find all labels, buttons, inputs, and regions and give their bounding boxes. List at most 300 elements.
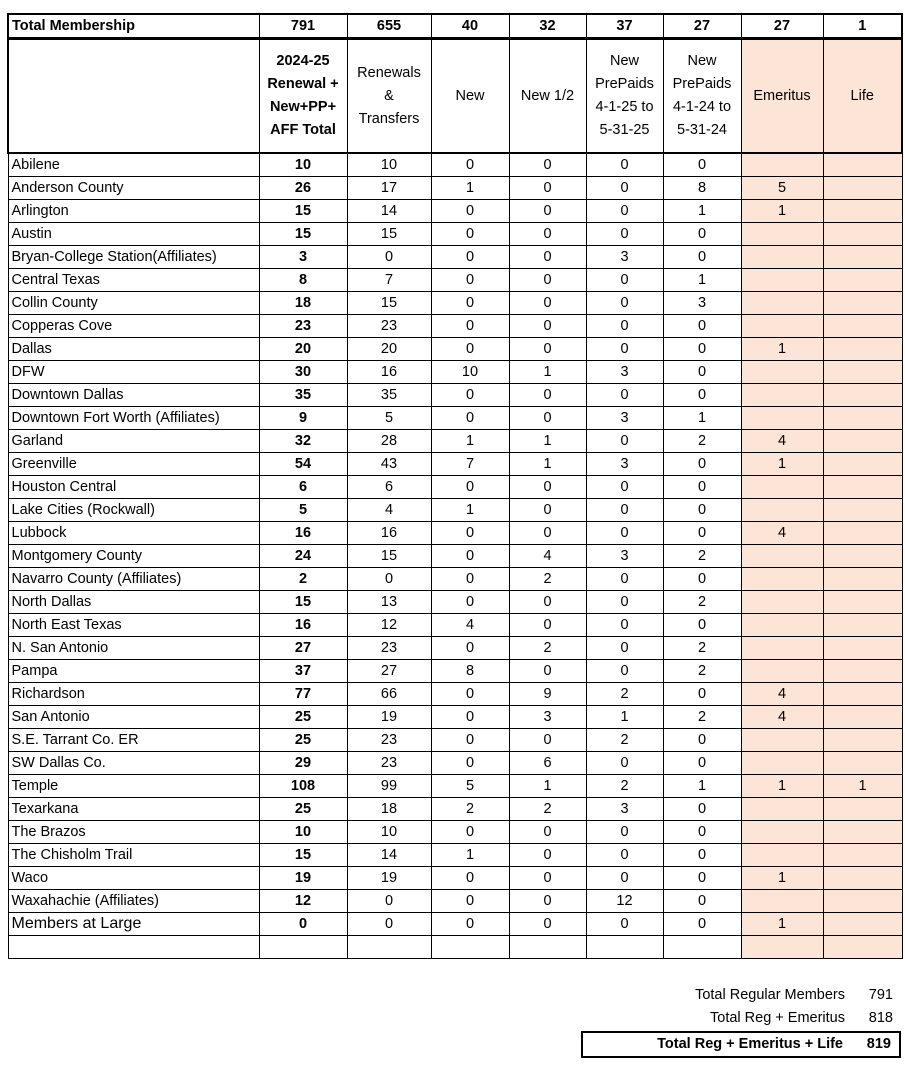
table-cell: 0 [663, 223, 741, 246]
table-cell: 20 [259, 338, 347, 361]
table-cell: 0 [663, 499, 741, 522]
header-line: & [384, 87, 394, 104]
table-cell [823, 200, 902, 223]
table-row [8, 246, 902, 269]
table-cell: 0 [509, 660, 586, 683]
table-row [8, 752, 902, 775]
table-cell: 0 [586, 223, 663, 246]
header-line: Renewals [357, 64, 421, 81]
table-cell: 0 [586, 292, 663, 315]
table-cell: 0 [509, 867, 586, 890]
header-line: Transfers [358, 110, 420, 127]
table-cell [741, 614, 823, 637]
branch-name: Central Texas [8, 269, 259, 292]
table-cell: 0 [663, 614, 741, 637]
table-cell: 14 [347, 200, 431, 223]
table-cell [741, 269, 823, 292]
table-cell: 8 [259, 269, 347, 292]
table-cell: 3 [586, 545, 663, 568]
table-cell: 0 [509, 407, 586, 430]
table-cell: 0 [509, 177, 586, 200]
table-cell: 0 [586, 568, 663, 591]
table-cell: 1 [509, 775, 586, 798]
branch-name: San Antonio [8, 706, 259, 729]
table-cell [823, 246, 902, 269]
summary-label: Total Regular Members [695, 987, 845, 1003]
table-cell: 12 [347, 614, 431, 637]
table-cell: 19 [347, 867, 431, 890]
table-cell: 0 [347, 890, 431, 913]
table-row [8, 936, 902, 959]
header-line: AFF Total [270, 122, 336, 138]
table-cell: 27 [347, 660, 431, 683]
table-cell: 15 [347, 223, 431, 246]
table-cell: 0 [586, 384, 663, 407]
table-cell: 0 [509, 729, 586, 752]
branch-name: Arlington [8, 200, 259, 223]
branch-name: Waco [8, 867, 259, 890]
total-value: 27 [741, 14, 823, 39]
table-cell: 0 [586, 476, 663, 499]
table-cell [823, 591, 902, 614]
header-life [823, 39, 902, 154]
table-cell [823, 361, 902, 384]
table-row [8, 867, 902, 890]
header-aff-total [259, 39, 347, 154]
table-cell: 7 [431, 453, 509, 476]
table-cell: 1 [741, 453, 823, 476]
table-cell: 25 [259, 798, 347, 821]
table-cell: 1 [509, 453, 586, 476]
branch-name: Garland [8, 430, 259, 453]
table-cell: 25 [259, 729, 347, 752]
summary-value: 819 [866, 1036, 891, 1052]
branch-name: Dallas [8, 338, 259, 361]
table-cell [823, 798, 902, 821]
table-cell [509, 936, 586, 959]
table-cell: 2 [509, 637, 586, 660]
header-line: Emeritus [753, 87, 811, 104]
table-cell: 0 [663, 476, 741, 499]
table-cell: 3 [259, 246, 347, 269]
table-cell: 108 [259, 775, 347, 798]
table-cell: 0 [663, 798, 741, 821]
table-cell: 0 [431, 246, 509, 269]
table-cell: 23 [259, 315, 347, 338]
table-cell [741, 246, 823, 269]
table-row [8, 683, 902, 706]
table-cell: 0 [431, 913, 509, 936]
table-cell: 3 [663, 292, 741, 315]
table-cell: 0 [509, 246, 586, 269]
table-cell: 0 [663, 338, 741, 361]
table-cell: 28 [347, 430, 431, 453]
header-emeritus [741, 39, 823, 154]
table-cell: 32 [259, 430, 347, 453]
table-cell: 15 [259, 591, 347, 614]
table-row [8, 522, 902, 545]
table-cell [741, 384, 823, 407]
table-cell: 4 [741, 522, 823, 545]
table-cell: 43 [347, 453, 431, 476]
table-cell: 1 [663, 200, 741, 223]
branch-name: Pampa [8, 660, 259, 683]
table-cell [823, 729, 902, 752]
total-value: 37 [586, 14, 663, 39]
branch-name [8, 936, 259, 959]
table-cell [823, 453, 902, 476]
table-cell: 0 [509, 499, 586, 522]
table-cell: 1 [509, 361, 586, 384]
table-cell: 54 [259, 453, 347, 476]
table-row [8, 407, 902, 430]
table-cell: 3 [586, 407, 663, 430]
table-cell: 19 [347, 706, 431, 729]
table-cell: 35 [259, 384, 347, 407]
table-cell: 0 [431, 706, 509, 729]
table-cell: 23 [347, 729, 431, 752]
header-new [431, 39, 509, 154]
table-row [8, 269, 902, 292]
table-cell [823, 545, 902, 568]
table-cell: 9 [259, 407, 347, 430]
summary-row-final [581, 1031, 901, 1058]
table-cell: 0 [586, 844, 663, 867]
table-cell: 0 [431, 269, 509, 292]
table-cell [431, 936, 509, 959]
table-row [8, 384, 902, 407]
table-cell: 16 [347, 522, 431, 545]
table-cell: 4 [741, 683, 823, 706]
table-cell [741, 752, 823, 775]
table-cell: 26 [259, 177, 347, 200]
header-new-half [509, 39, 586, 154]
table-cell: 14 [347, 844, 431, 867]
branch-name: Downtown Dallas [8, 384, 259, 407]
table-cell: 12 [259, 890, 347, 913]
table-cell: 1 [741, 867, 823, 890]
table-cell: 0 [663, 729, 741, 752]
header-renewals [347, 39, 431, 154]
table-cell: 2 [586, 683, 663, 706]
header-line: New+PP+ [269, 99, 337, 115]
table-cell [741, 568, 823, 591]
header-line: PrePaids [595, 76, 654, 92]
header-line: PrePaids [672, 76, 732, 92]
table-cell [823, 844, 902, 867]
table-cell: 3 [586, 246, 663, 269]
table-cell: 0 [586, 614, 663, 637]
branch-name: Montgomery County [8, 545, 259, 568]
table-cell: 0 [586, 153, 663, 177]
branch-name: The Brazos [8, 821, 259, 844]
table-cell [823, 890, 902, 913]
table-cell [741, 798, 823, 821]
table-cell: 0 [431, 867, 509, 890]
table-cell: 2 [431, 798, 509, 821]
table-cell: 4 [431, 614, 509, 637]
table-row [8, 798, 902, 821]
branch-name: S.E. Tarrant Co. ER [8, 729, 259, 752]
table-cell: 4 [509, 545, 586, 568]
table-cell: 0 [431, 683, 509, 706]
table-cell [259, 936, 347, 959]
table-cell: 1 [741, 338, 823, 361]
table-row [8, 315, 902, 338]
table-cell: 1 [663, 775, 741, 798]
table-cell: 0 [586, 269, 663, 292]
table-cell [823, 153, 902, 177]
table-cell: 29 [259, 752, 347, 775]
table-cell: 0 [509, 913, 586, 936]
total-value: 655 [347, 14, 431, 39]
table-row [8, 453, 902, 476]
branch-name: Navarro County (Affiliates) [8, 568, 259, 591]
table-cell [741, 545, 823, 568]
table-row [8, 568, 902, 591]
header-line: New [687, 53, 717, 69]
table-cell: 15 [347, 292, 431, 315]
table-row [8, 591, 902, 614]
table-cell: 2 [509, 568, 586, 591]
header-line: 5-31-25 [599, 122, 650, 138]
table-cell: 0 [586, 660, 663, 683]
table-cell: 0 [663, 153, 741, 177]
table-cell: 15 [259, 200, 347, 223]
table-cell: 16 [347, 361, 431, 384]
table-cell [823, 177, 902, 200]
table-cell: 5 [741, 177, 823, 200]
table-cell: 0 [663, 384, 741, 407]
table-cell: 0 [663, 453, 741, 476]
table-cell: 0 [663, 844, 741, 867]
branch-name: Downtown Fort Worth (Affiliates) [8, 407, 259, 430]
header-blank [8, 39, 259, 154]
total-value: 1 [823, 14, 902, 39]
branch-name: North East Texas [8, 614, 259, 637]
table-cell [823, 476, 902, 499]
table-cell: 18 [347, 798, 431, 821]
table-cell: 0 [586, 522, 663, 545]
table-cell: 0 [509, 223, 586, 246]
table-cell: 2 [663, 706, 741, 729]
table-cell: 35 [347, 384, 431, 407]
summary-value: 818 [868, 1010, 893, 1026]
header-line: 2024-25 [276, 53, 330, 69]
table-cell: 0 [509, 384, 586, 407]
table-cell [741, 315, 823, 338]
table-cell: 0 [347, 568, 431, 591]
table-cell: 10 [259, 821, 347, 844]
table-cell [823, 407, 902, 430]
table-cell: 30 [259, 361, 347, 384]
branch-name: Abilene [8, 153, 259, 177]
table-cell: 0 [431, 153, 509, 177]
table-cell: 0 [663, 913, 741, 936]
header-line: 5-31-24 [677, 122, 727, 138]
table-cell: 0 [509, 591, 586, 614]
summary-label: Total Reg + Emeritus [710, 1010, 845, 1026]
table-cell [741, 844, 823, 867]
table-row [8, 775, 902, 798]
table-cell: 0 [431, 637, 509, 660]
table-cell: 0 [259, 913, 347, 936]
table-cell [823, 913, 902, 936]
table-cell: 4 [741, 430, 823, 453]
table-cell: 23 [347, 637, 431, 660]
table-cell: 1 [741, 775, 823, 798]
table-row [8, 844, 902, 867]
table-cell: 0 [347, 913, 431, 936]
table-cell: 0 [347, 246, 431, 269]
table-cell: 0 [431, 729, 509, 752]
branch-name: Temple [8, 775, 259, 798]
table-row [8, 153, 902, 177]
table-cell: 0 [431, 568, 509, 591]
table-cell [823, 315, 902, 338]
table-cell: 24 [259, 545, 347, 568]
branch-name: Copperas Cove [8, 315, 259, 338]
table-cell: 3 [509, 706, 586, 729]
header-line: 4-1-25 to [595, 99, 654, 115]
branch-name: Greenville [8, 453, 259, 476]
summary-value: 791 [868, 987, 893, 1003]
table-row [8, 637, 902, 660]
table-cell: 4 [741, 706, 823, 729]
table-cell: 5 [347, 407, 431, 430]
table-cell: 0 [431, 223, 509, 246]
table-cell [663, 936, 741, 959]
table-cell [823, 499, 902, 522]
table-row [8, 545, 902, 568]
table-cell: 0 [586, 315, 663, 338]
table-cell [741, 637, 823, 660]
table-cell: 0 [431, 315, 509, 338]
table-cell: 4 [347, 499, 431, 522]
table-cell: 0 [509, 522, 586, 545]
table-row [8, 660, 902, 683]
table-cell: 0 [431, 545, 509, 568]
table-cell: 0 [431, 522, 509, 545]
table-cell [823, 936, 902, 959]
table-cell: 2 [586, 729, 663, 752]
table-cell: 10 [347, 153, 431, 177]
table-cell [823, 292, 902, 315]
table-cell: 17 [347, 177, 431, 200]
branch-name: Collin County [8, 292, 259, 315]
header-prepaids-25 [586, 39, 663, 154]
table-cell: 6 [509, 752, 586, 775]
table-cell: 37 [259, 660, 347, 683]
table-body [8, 14, 902, 959]
total-value: 40 [431, 14, 509, 39]
table-cell: 0 [663, 361, 741, 384]
column-header-row [8, 39, 902, 154]
table-row [8, 499, 902, 522]
total-value: 32 [509, 14, 586, 39]
table-cell: 25 [259, 706, 347, 729]
table-cell: 1 [431, 430, 509, 453]
table-cell: 0 [663, 522, 741, 545]
table-row [8, 614, 902, 637]
branch-name: Lubbock [8, 522, 259, 545]
table-cell: 0 [663, 315, 741, 338]
header-prepaids-24 [663, 39, 741, 154]
table-cell: 0 [663, 821, 741, 844]
table-cell [741, 499, 823, 522]
table-cell: 2 [663, 430, 741, 453]
table-cell [823, 614, 902, 637]
header-line: New [455, 87, 485, 104]
table-cell: 3 [586, 453, 663, 476]
branch-name: Lake Cities (Rockwall) [8, 499, 259, 522]
table-cell: 0 [509, 200, 586, 223]
table-cell: 15 [259, 223, 347, 246]
table-cell: 7 [347, 269, 431, 292]
table-cell: 16 [259, 522, 347, 545]
table-cell [823, 752, 902, 775]
table-cell: 0 [586, 591, 663, 614]
table-cell [823, 637, 902, 660]
table-cell [823, 683, 902, 706]
table-row [8, 361, 902, 384]
table-cell: 2 [509, 798, 586, 821]
table-cell: 10 [259, 153, 347, 177]
table-cell: 1 [431, 177, 509, 200]
table-cell: 19 [259, 867, 347, 890]
table-cell [741, 729, 823, 752]
table-cell [823, 568, 902, 591]
table-cell: 1 [431, 499, 509, 522]
table-cell: 66 [347, 683, 431, 706]
table-cell: 0 [586, 499, 663, 522]
table-cell: 0 [663, 867, 741, 890]
branch-name: SW Dallas Co. [8, 752, 259, 775]
table-cell: 1 [663, 407, 741, 430]
table-cell [741, 361, 823, 384]
table-cell: 2 [663, 591, 741, 614]
total-value: 791 [259, 14, 347, 39]
table-cell [823, 338, 902, 361]
table-cell: 0 [663, 246, 741, 269]
table-cell: 13 [347, 591, 431, 614]
table-cell: 1 [509, 430, 586, 453]
table-cell [823, 223, 902, 246]
table-cell: 0 [586, 752, 663, 775]
table-cell: 0 [586, 430, 663, 453]
table-cell: 0 [509, 844, 586, 867]
table-cell: 0 [586, 177, 663, 200]
table-cell [586, 936, 663, 959]
table-cell: 0 [431, 591, 509, 614]
table-row [8, 821, 902, 844]
table-cell: 0 [509, 315, 586, 338]
branch-name: Richardson [8, 683, 259, 706]
table-cell [741, 591, 823, 614]
table-cell: 18 [259, 292, 347, 315]
table-row [8, 476, 902, 499]
table-cell [741, 936, 823, 959]
table-cell: 0 [431, 821, 509, 844]
table-cell: 0 [509, 476, 586, 499]
summary-totals [581, 984, 901, 1058]
branch-name: North Dallas [8, 591, 259, 614]
table-cell: 6 [347, 476, 431, 499]
table-cell [741, 153, 823, 177]
branch-name: DFW [8, 361, 259, 384]
table-cell: 99 [347, 775, 431, 798]
table-cell: 3 [586, 361, 663, 384]
